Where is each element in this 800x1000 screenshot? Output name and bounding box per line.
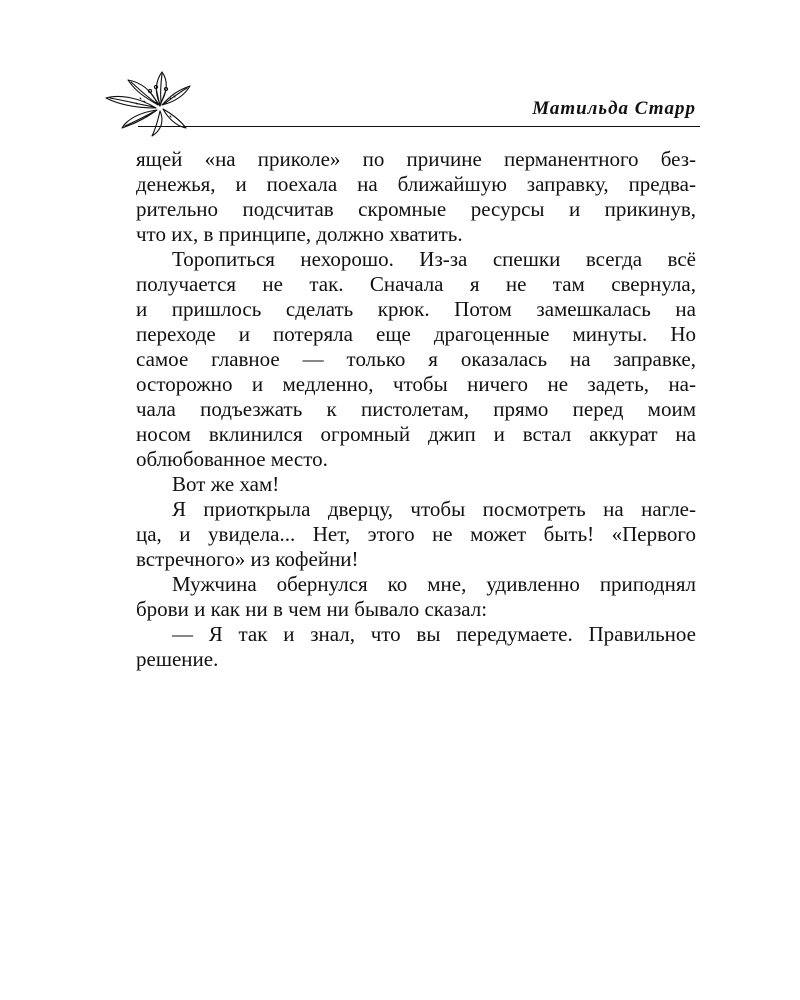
text-line: ящей «на приколе» по причине перманентного без-	[136, 147, 696, 171]
text-line: и пришлось сделать крюк. Потом замешкалась на	[136, 297, 696, 321]
paragraph	[136, 622, 696, 672]
text-line: облюбованное место.	[136, 447, 328, 471]
text-line: что их, в принципе, должно хватить.	[136, 222, 463, 246]
paragraph	[136, 497, 696, 572]
text-line: решение.	[136, 647, 219, 671]
text-line: Я приоткрыла дверцу, чтобы посмотреть на нагле-	[172, 497, 696, 521]
text-line: встречного» из кофейни!	[136, 547, 359, 571]
header-rule	[138, 126, 700, 127]
text-line: — Я так и знал, что вы передумаете. Правильное	[172, 622, 696, 646]
page-header	[100, 68, 700, 140]
author-name: Матильда Старр	[532, 98, 696, 119]
text-line: Торопиться нехорошо. Из-за спешки всегда всё	[172, 247, 696, 271]
page-body	[136, 147, 696, 672]
paragraph	[136, 472, 696, 497]
text-line: ца, и увидела... Нет, этого не может быть! «Первого	[136, 522, 696, 546]
text-line: брови и как ни в чем ни бывало сказал:	[136, 597, 488, 621]
text-line: переходе и потеряла еще драгоценные минуты. Но	[136, 322, 696, 346]
text-line: рительно подсчитав скромные ресурсы и прикинув,	[136, 197, 696, 221]
paragraph	[136, 572, 696, 622]
text-line: Вот же хам!	[172, 472, 280, 496]
lily-flower-icon	[100, 68, 192, 140]
text-line: осторожно и медленно, чтобы ничего не задеть, на-	[136, 372, 696, 396]
text-line: носом вклинился огромный джип и встал аккурат на	[136, 422, 696, 446]
paragraph	[136, 147, 696, 247]
paragraph	[136, 247, 696, 472]
text-line: самое главное — только я оказалась на заправке,	[136, 347, 696, 371]
text-line: денежья, и поехала на ближайшую заправку, предва-	[136, 172, 696, 196]
text-line: получается не так. Сначала я не там свернула,	[136, 272, 696, 296]
text-line: чала подъезжать к пистолетам, прямо перед моим	[136, 397, 696, 421]
text-line: Мужчина обернулся ко мне, удивленно приподнял	[172, 572, 696, 596]
